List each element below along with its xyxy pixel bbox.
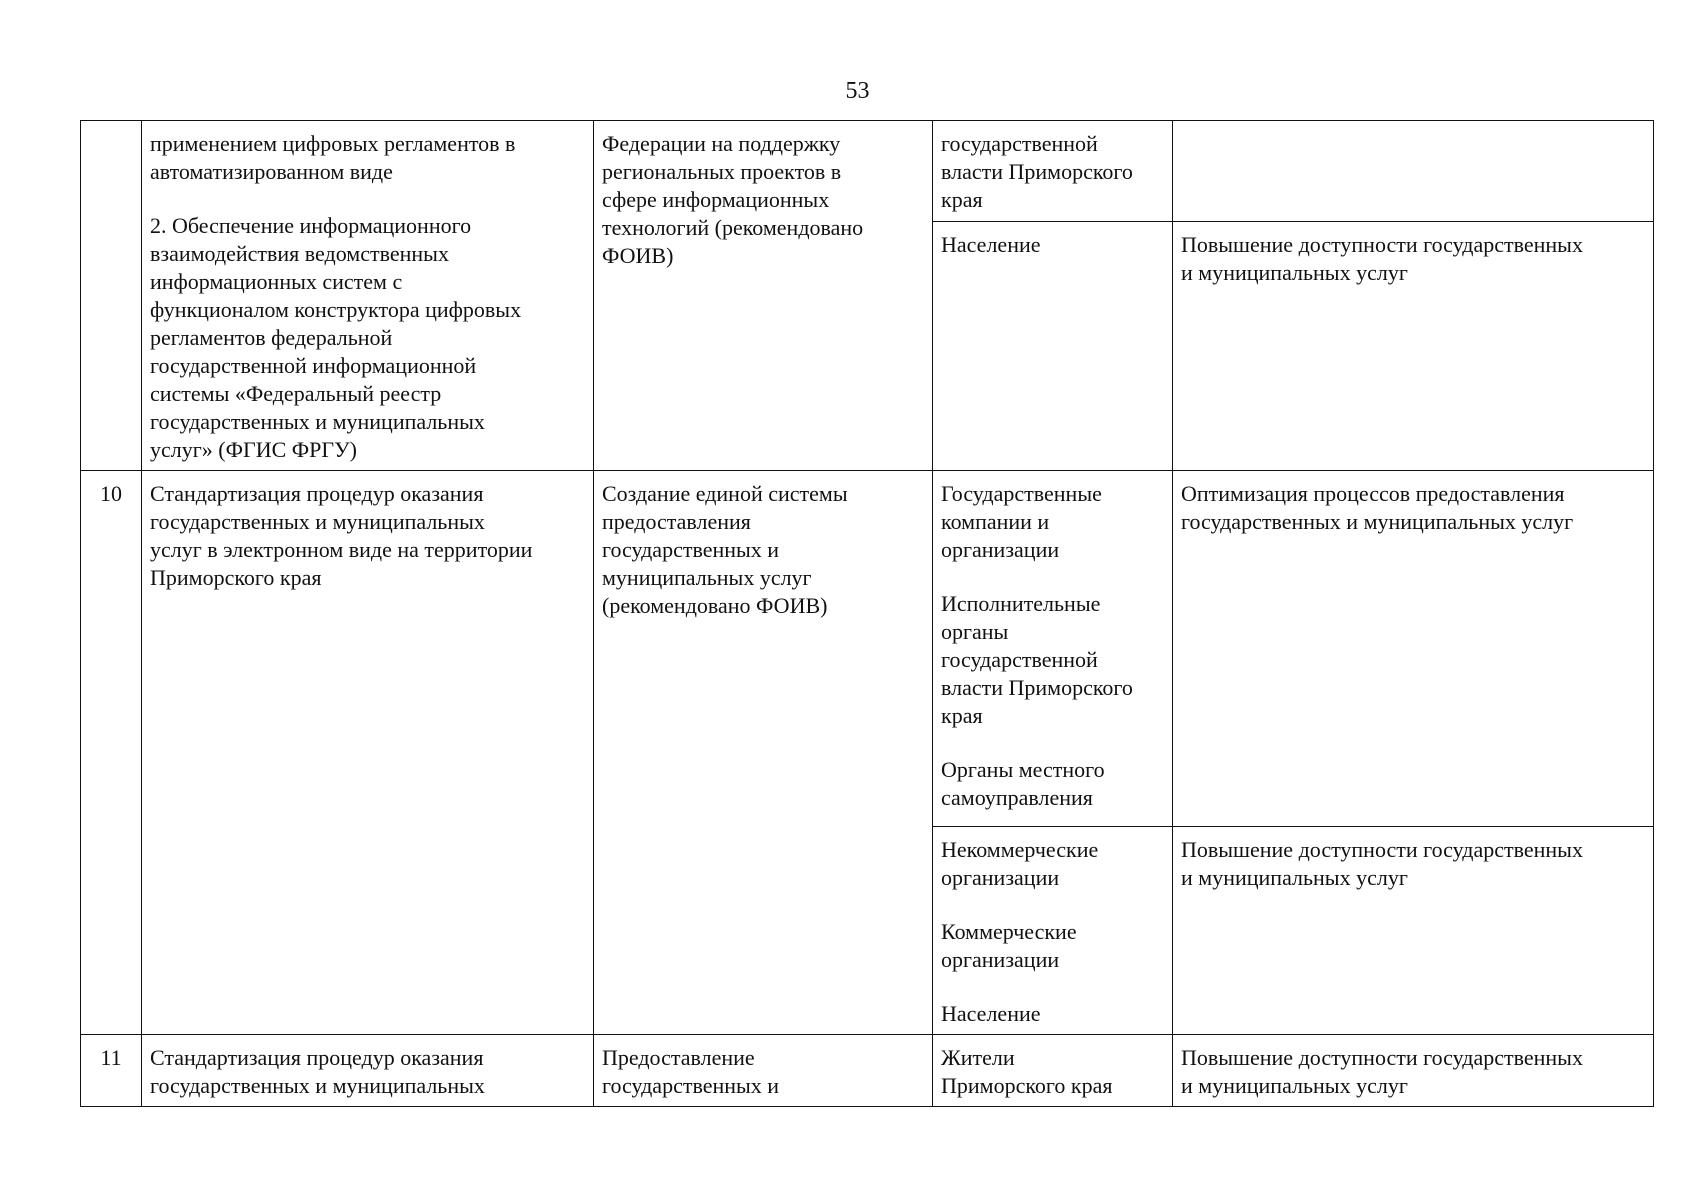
measures-table xyxy=(80,120,1654,1107)
row-number: 10 xyxy=(100,481,122,506)
effect-text: Повышение доступности государственных и муниципальных услуг xyxy=(1181,837,1583,890)
source-cell xyxy=(594,121,933,471)
table-row-continuation xyxy=(81,121,1654,222)
source-cell xyxy=(594,1035,933,1107)
row-number: 11 xyxy=(100,1045,122,1070)
measure-text: применением цифровых регламентов в автоматизированном виде xyxy=(150,131,516,184)
effect-cell xyxy=(1173,222,1654,471)
effect-cell xyxy=(1173,827,1654,1035)
table-row-10 xyxy=(81,471,1654,827)
effect-text: Повышение доступности государственных и муниципальных услуг xyxy=(1181,232,1583,286)
target-text: Органы местного самоуправления xyxy=(941,757,1105,810)
target-text: Исполнительные органы государственной власти Приморского края xyxy=(941,591,1133,728)
target-cell xyxy=(933,471,1173,827)
source-text: Создание единой системы предоставления государственных и муниципальных услуг (рекомендовано ФОИВ) xyxy=(602,481,848,618)
target-cell xyxy=(933,1035,1173,1107)
measure-text: 2. Обеспечение информационного взаимодействия ведомственных информационных систем с функционалом конструктора цифровых регламентов федеральной государственной информационной системы «Федеральный реестр государственных и муниципальных услуг» (ФГИС ФРГУ) xyxy=(150,213,522,462)
target-text: Жители Приморского края xyxy=(941,1045,1113,1098)
row-number-cell xyxy=(81,471,142,1035)
target-cell xyxy=(933,827,1173,1035)
effect-text: Повышение доступности государственных и муниципальных услуг xyxy=(1181,1045,1583,1098)
measure-text: Стандартизация процедур оказания государственных и муниципальных xyxy=(150,1045,485,1098)
target-text: Население xyxy=(941,1001,1041,1026)
measure-cell xyxy=(142,121,594,471)
effect-text: Оптимизация процессов предоставления государственных и муниципальных услуг xyxy=(1181,481,1574,534)
row-number-cell xyxy=(81,121,142,471)
target-text: Некоммерческие организации xyxy=(941,837,1099,890)
target-text: Население xyxy=(941,232,1041,258)
page-number: 53 xyxy=(845,78,870,104)
effect-cell xyxy=(1173,1035,1654,1107)
target-text: государственной власти Приморского края xyxy=(941,131,1133,212)
target-text: Коммерческие организации xyxy=(941,919,1077,972)
target-text: Государственные компании и организации xyxy=(941,481,1102,562)
target-cell xyxy=(933,222,1173,471)
effect-cell xyxy=(1173,471,1654,827)
table-row-11 xyxy=(81,1035,1654,1107)
effect-cell xyxy=(1173,121,1654,222)
source-text: Предоставление государственных и xyxy=(602,1045,780,1098)
measure-text: Стандартизация процедур оказания государственных и муниципальных услуг в электронном виде на территории Приморского края xyxy=(150,481,533,590)
target-cell xyxy=(933,121,1173,222)
source-cell xyxy=(594,471,933,1035)
measure-cell xyxy=(142,1035,594,1107)
source-text: Федерации на поддержку региональных проектов в сфере информационных технологий (рекомендовано ФОИВ) xyxy=(602,131,864,268)
row-number-cell xyxy=(81,1035,142,1107)
measure-cell xyxy=(142,471,594,1035)
